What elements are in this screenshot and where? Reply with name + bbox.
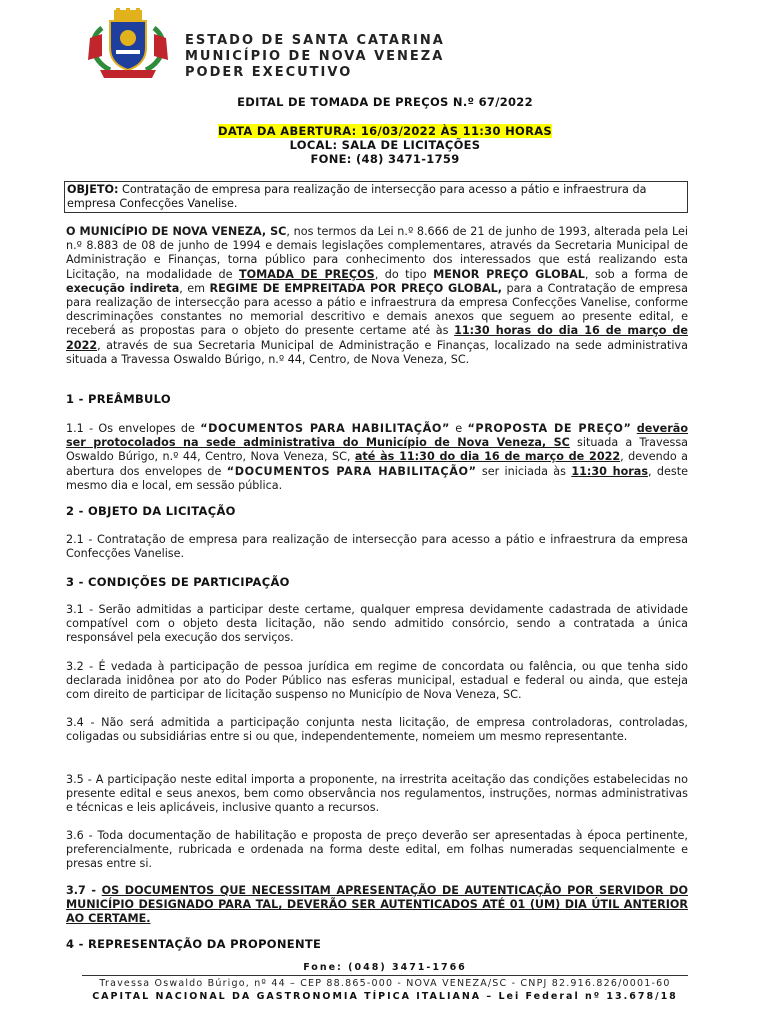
phone-line: FONE: (48) 3471-1759 <box>310 152 460 166</box>
p11-text-j: ser iniciada às <box>476 464 572 478</box>
coat-of-arms-icon <box>80 8 176 80</box>
p11-text-a: 1.1 - Os envelopes de <box>66 422 201 435</box>
intro-municipality: O MUNICÍPIO DE NOVA VENEZA, SC <box>66 225 287 238</box>
p11-proposta: “PROPOSTA DE PREÇO” <box>467 422 632 435</box>
intro-regime: REGIME DE EMPREITADA POR PREÇO GLOBAL, <box>209 281 503 295</box>
p11-text-l: , deste mesmo dia e local, em sessão pública. <box>66 464 688 492</box>
objeto-box <box>64 181 688 213</box>
footer-address: Travessa Oswaldo Búrigo, nº 44 – CEP 88.865-000 - NOVA VENEZA/SC - CNPJ 82.916.826/0001-60 <box>99 978 671 989</box>
executive-branch: PODER EXECUTIVO <box>185 65 353 80</box>
objeto-label: OBJETO: <box>67 183 119 196</box>
p37-number: 3.7 - <box>66 884 102 897</box>
edital-title: EDITAL DE TOMADA DE PREÇOS N.º 67/2022 <box>237 95 533 109</box>
intro-paragraph <box>66 225 688 367</box>
paragraph-1-1 <box>66 422 688 493</box>
opening-date-line <box>0 124 770 138</box>
section-1-heading: 1 - PREÂMBULO <box>66 392 171 406</box>
p11-doc-habilitacao-2: “DOCUMENTOS PARA HABILITAÇÃO” <box>226 464 477 478</box>
state-name: ESTADO DE SANTA CATARINA <box>185 33 445 48</box>
paragraph-3-2: 3.2 - É vedada à participação de pessoa jurídica em regime de concordata ou falência, ou que tenha sido declarada inidônea por ato do Poder Público nas esferas municipal, estadual e federal ou ainda, que esteja com direito de participar de licitação suspenso no Município de Nova Veneza, SC. <box>66 660 688 702</box>
intro-text-4: , em <box>179 281 210 295</box>
section-2-heading: 2 - OBJETO DA LICITAÇÃO <box>66 504 236 518</box>
p11-text-h: , devendo a abertura dos envelopes de <box>66 450 688 478</box>
paragraph-3-7 <box>66 884 688 927</box>
p11-text-c: e <box>449 422 468 435</box>
opening-date: DATA DA ABERTURA: 16/03/2022 ÀS 11:30 HORAS <box>217 124 553 138</box>
footer-phone: Fone: (048) 3471-1766 <box>303 962 467 973</box>
paragraph-2-1: 2.1 - Contratação de empresa para realização de intersecção para acesso a pátio e infraestrura da empresa Confecções Vanelise. <box>66 533 688 561</box>
p11-doc-habilitacao: “DOCUMENTOS PARA HABILITAÇÃO” <box>200 422 450 435</box>
footer-motto: CAPITAL NACIONAL DA GASTRONOMIA TÍPICA ITALIANA – Lei Federal nº 13.678/18 <box>92 991 678 1002</box>
p11-text-f: situada a Travessa Oswaldo Búrigo, n.º 44, Centro, Nova Veneza, SC, <box>66 436 688 464</box>
municipality-name: MUNICÍPIO DE NOVA VENEZA <box>185 49 445 64</box>
intro-form: execução indireta <box>66 281 180 295</box>
organization-header <box>185 33 445 81</box>
intro-text-3: , sob a forma de <box>584 267 688 281</box>
intro-modality: TOMADA DE PREÇOS <box>238 267 375 281</box>
intro-type: MENOR PREÇO GLOBAL <box>433 267 585 281</box>
p37-text: OS DOCUMENTOS QUE NECESSITAM APRESENTAÇÃO DE AUTENTICAÇÃO POR SERVIDOR DO MUNICÍPIO DESIGNADO PARA TAL, DEVERÃO SER AUTENTICADOS ATÉ 01 (UM) DIA ÚTIL ANTERIOR AO CERTAME. <box>66 884 688 926</box>
location-line: LOCAL: SALA DE LICITAÇÕES <box>289 138 481 152</box>
paragraph-3-1: 3.1 - Serão admitidas a participar deste certame, qualquer empresa devidamente cadastrada de atividade compatível com o objeto desta licitação, não sendo admitido consórcio, sendo a contratada a única responsável pela execução dos serviços. <box>66 603 688 645</box>
intro-text-1: , nos termos da Lei n.º 8.666 de 21 de junho de 1993, alterada pela Lei n.º 8.883 de 08 de junho de 1994 e demais legislações complementares, através da Secretaria Municipal de Administração e Finanças, torna público para conhecimento dos interessados que está realizando esta Licitação, na modalidade de <box>66 225 688 281</box>
intro-text-2: , do tipo <box>374 267 434 281</box>
objeto-text: Contratação de empresa para realização de intersecção para acesso a pátio e infraestrura da empresa Confecções Vanelise. <box>67 183 647 211</box>
p11-deadline: até às 11:30 do dia 16 de março de 2022 <box>354 450 621 464</box>
paragraph-3-4: 3.4 - Não será admitida a participação conjunta nesta licitação, de empresa controladoras, controladas, coligadas ou subsidiárias entre si ou que, independentemente, nomeiem um mesmo representante. <box>66 716 688 744</box>
intro-text-5: para a Contratação de empresa para realização de intersecção para acesso a pátio e infraestrura da empresa Confecções Vanelise, conforme descriminações constantes no memorial descritivo e demais anexos que seguem ao presente edital, e receberá as propostas para o objeto do presente certame até às <box>66 281 688 338</box>
intro-deadline: 11:30 horas do dia 16 de março de 2022 <box>66 324 689 352</box>
section-4-heading: 4 - REPRESENTAÇÃO DA PROPONENTE <box>66 937 322 951</box>
p11-time: 11:30 horas <box>571 464 648 478</box>
intro-text-6: , através de sua Secretaria Municipal de Administração e Finanças, localizado na sede administrativa situada a Travessa Oswaldo Búrigo, n.º 44, Centro, de Nova Veneza, SC. <box>66 338 688 366</box>
footer-divider <box>82 975 688 976</box>
p11-protocol-note: deverão ser protocolados na sede administrativa do Município de Nova Veneza, SC <box>66 422 689 450</box>
paragraph-3-5: 3.5 - A participação neste edital importa a proponente, na irrestrita aceitação das condições estabelecidas no presente edital e seus anexos, bem como observância nos regulamentos, instruções, normas administrativas e técnicas e leis aplicáveis, inclusive quanto a recursos. <box>66 773 688 815</box>
section-3-heading: 3 - CONDIÇÕES DE PARTICIPAÇÃO <box>66 575 290 589</box>
paragraph-3-6: 3.6 - Toda documentação de habilitação e proposta de preço deverão ser apresentadas à época pertinente, preferencialmente, rubricada e ordenada na forma deste edital, em folhas numeradas sequencialmente e presas entre si. <box>66 829 688 871</box>
